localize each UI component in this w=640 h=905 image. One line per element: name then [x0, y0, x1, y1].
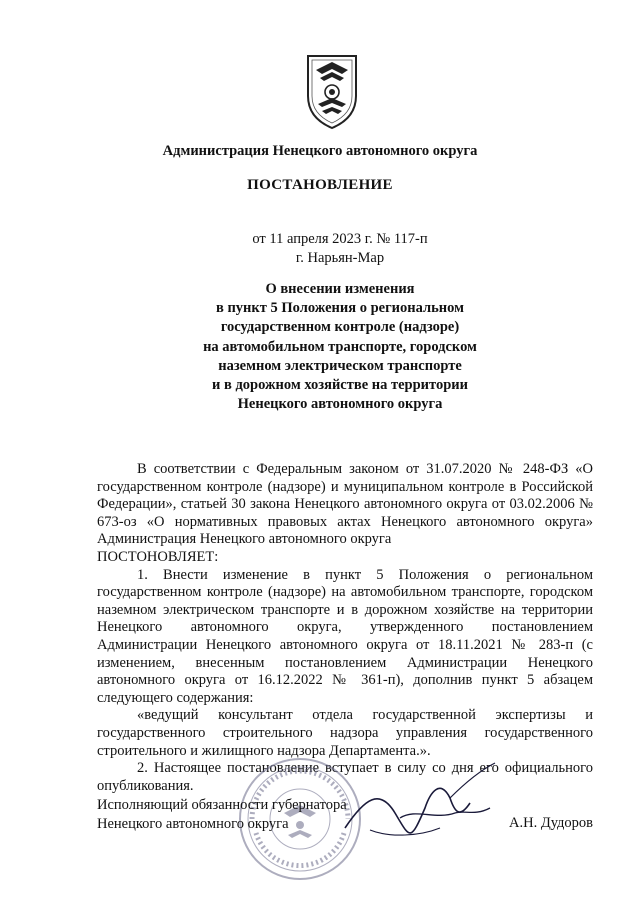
city: г. Нарьян-Мар [295, 250, 385, 266]
signatory-title [97, 796, 347, 833]
signatory-name: А.Н. Дудоров [509, 815, 594, 831]
item-1-paragraph: 1. Внести изменение в пункт 5 Положения о региональном государственном контроле (надзоре) на автомобильном транспорте, городском наземном электрическом транспорте и в дорожном хозяйстве на территории Ненецкого автономного округа, утвержденного постановлением Администрации Ненецкого автономного округа от 18.11.2021 № 283-п (с изменением, внесенным постановлением Администрации Ненецкого автономного округа от 16.12.2022 № 361-п), дополнив пункт 5 абзацем следующего содержания: [97, 566, 593, 706]
date-block [20, 230, 640, 268]
date-number: от 11 апреля 2023 г. № 117-п [252, 231, 428, 247]
subject-heading [20, 280, 640, 414]
organization-title: Администрация Ненецкого автономного округа [162, 143, 478, 159]
signatory-title-line: Ненецкого автономного округа [97, 815, 289, 832]
subject-line: О внесении изменения [265, 281, 415, 297]
quote-paragraph: «ведущий консультант отдела государственной экспертизы и государственного строительного надзора управления государственного строительного и жилищного надзора Департамента.». [97, 707, 593, 759]
handwritten-signature [340, 758, 500, 853]
preamble-paragraph: В соответствии с Федеральным законом от 31.07.2020 № 248-ФЗ «О государственном контроле (надзоре) и муниципальном контроле в Российской Федерации», статьей 30 закона Ненецкого автономного округа от 03.02.2006 № 673-оз «О нормативных правовых актах Ненецкого автономного округа» Администрация Ненецкого автономного округа [97, 461, 593, 548]
subject-line: Ненецкого автономного округа [237, 396, 443, 413]
item-2-paragraph: 2. Настоящее постановление вступает в силу со дня его официального опубликования. [97, 760, 593, 794]
decree-word: ПОСТОНОВЛЯЕТ: [97, 548, 219, 565]
coat-of-arms-emblem [302, 52, 362, 130]
subject-line: в пункт 5 Положения о региональном [216, 300, 464, 317]
signatory-title-line: Исполняющий обязанности губернатора [97, 797, 347, 813]
subject-line: и в дорожном хозяйстве на территории [212, 377, 468, 394]
subject-line: на автомобильном транспорте, городском [203, 338, 477, 355]
document-body [97, 461, 593, 795]
subject-line: наземном электрическом транспорте [218, 357, 462, 374]
document-type: ПОСТАНОВЛЕНИЕ [247, 177, 393, 193]
subject-line: государственном контроле (надзоре) [220, 319, 460, 336]
